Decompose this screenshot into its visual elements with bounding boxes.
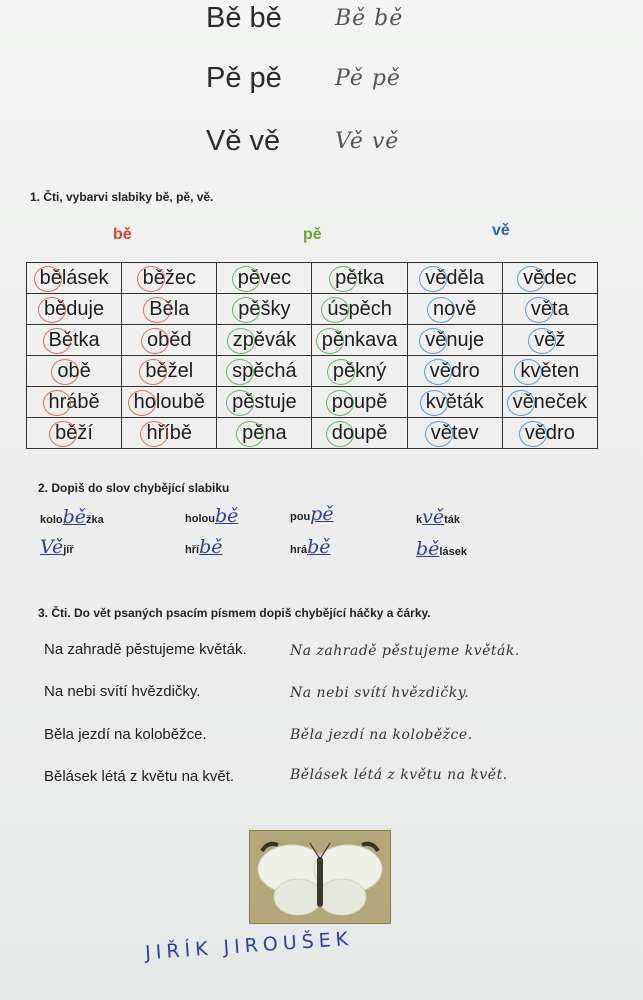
word-text: běžec: [143, 267, 196, 290]
word-text: pěkný: [333, 360, 386, 383]
sentence-script: Na nebi svítí hvězdičky.: [290, 685, 470, 701]
syllable-circle-mark: [327, 359, 355, 385]
fill-item: [416, 538, 467, 560]
word-text: hříbě: [146, 422, 192, 445]
fill-before: k: [416, 514, 423, 526]
word-text: Běla: [149, 298, 189, 321]
syllable-print: Vě vě: [206, 125, 281, 157]
syllable-circle-mark: [226, 359, 254, 385]
word-text: hrábě: [49, 391, 100, 414]
task1-heading: 1. Čti, vybarvi slabiky bě, pě, vě.: [30, 190, 214, 204]
word-text: pěna: [242, 422, 287, 445]
fill-item: [416, 506, 460, 528]
word-cell: [407, 325, 502, 356]
word-text: vědro: [430, 360, 480, 383]
word-cell: [312, 294, 407, 325]
syllable-circle-mark: [227, 328, 255, 354]
syllable-circle-mark: [514, 359, 542, 385]
word-cell: [122, 263, 217, 294]
word-text: věta: [531, 298, 569, 321]
syllable-circle-mark: [427, 297, 455, 323]
syllable-circle-mark: [51, 359, 79, 385]
table-row: [27, 418, 598, 449]
student-signature: JIŘÍK JIROUŠEK: [144, 927, 354, 965]
fill-answer: Vě: [40, 536, 64, 558]
word-cell: [122, 418, 217, 449]
fill-before: hří: [185, 544, 200, 556]
word-text: holoubě: [134, 391, 205, 414]
fill-answer: bě: [199, 536, 223, 558]
word-cell: [122, 325, 217, 356]
butterfly-icon: [250, 831, 390, 923]
word-cell: [217, 418, 312, 449]
word-text: věž: [534, 329, 565, 352]
word-cell: [502, 325, 597, 356]
word-text: vědro: [525, 422, 575, 445]
word-text: úspěch: [327, 298, 392, 321]
syllable-circle-mark: [128, 390, 156, 416]
syllable-circle-mark: [236, 421, 264, 447]
legend-ve: vě: [492, 222, 510, 239]
table-row: [27, 294, 598, 325]
word-text: nově: [433, 298, 476, 321]
fill-answer: bě: [62, 506, 87, 528]
word-text: pěvec: [238, 267, 291, 290]
word-text: květák: [426, 391, 484, 414]
fill-after: jíř: [63, 544, 74, 556]
fill-item: [185, 505, 238, 527]
word-cell: [407, 356, 502, 387]
fill-item: [290, 503, 334, 525]
word-cell: [312, 418, 407, 449]
word-cell: [27, 263, 122, 294]
word-text: oběd: [147, 329, 192, 352]
syllable-circle-mark: [139, 359, 167, 385]
word-cell: [407, 387, 502, 418]
syllable-circle-mark: [326, 390, 354, 416]
word-text: běží: [55, 422, 93, 445]
word-cell: [122, 387, 217, 418]
fill-before: holou: [185, 513, 215, 525]
syllable-circle-mark: [38, 297, 66, 323]
syllable-circle-mark: [425, 421, 453, 447]
syllable-circle-mark: [528, 328, 556, 354]
syllable-circle-mark: [232, 266, 260, 292]
fill-before: pou: [290, 511, 311, 523]
sentence-script: Bělásek létá z květu na květ.: [290, 767, 508, 783]
word-text: květen: [520, 360, 579, 383]
word-text: běžel: [145, 360, 193, 383]
task2-heading: 2. Dopiš do slov chybějící slabiku: [38, 481, 230, 495]
syllable-circle-mark: [424, 359, 452, 385]
syllable-circle-mark: [143, 297, 171, 323]
word-cell: [312, 325, 407, 356]
word-cell: [27, 418, 122, 449]
sentence-print: Na nebi svítí hvězdičky.: [44, 683, 201, 700]
fill-item: [40, 506, 104, 528]
syllable-circle-mark: [137, 266, 165, 292]
syllable-circle-mark: [420, 390, 448, 416]
word-text: vědec: [523, 267, 576, 290]
syllable-script: Pě pě: [335, 66, 401, 91]
syllable-circle-mark: [329, 266, 357, 292]
syllable-circle-mark: [419, 266, 447, 292]
fill-answer: bě: [214, 505, 239, 527]
word-cell: [122, 294, 217, 325]
word-text: pětka: [335, 267, 384, 290]
table-row: [27, 263, 598, 294]
fill-answer: bě: [307, 536, 331, 558]
fill-after: žka: [86, 514, 104, 526]
word-cell: [217, 325, 312, 356]
word-cell: [217, 356, 312, 387]
word-text: pěšky: [238, 298, 290, 321]
syllable-print: Bě bě: [206, 2, 282, 34]
word-text: věděla: [425, 267, 484, 290]
word-text: věnuje: [425, 329, 484, 352]
sentence-print: Bělásek létá z květu na květ.: [44, 768, 235, 785]
table-row: [27, 356, 598, 387]
word-cell: [502, 418, 597, 449]
syllable-print: Pě pě: [206, 62, 282, 94]
sentence-script: Běla jezdí na koloběžce.: [290, 727, 473, 743]
word-cell: [407, 294, 502, 325]
word-cell: [312, 356, 407, 387]
table-row: [27, 387, 598, 418]
word-text: doupě: [332, 422, 388, 445]
word-cell: [27, 356, 122, 387]
syllable-row-ve: [0, 125, 643, 165]
word-cell: [122, 356, 217, 387]
syllable-word-table: [26, 262, 598, 449]
word-cell: [502, 263, 597, 294]
fill-before: kolo: [40, 514, 63, 526]
fill-answer: pě: [310, 503, 334, 525]
fill-after: lásek: [439, 546, 467, 558]
word-text: pěstuje: [232, 391, 297, 414]
syllable-circle-mark: [419, 328, 447, 354]
syllable-circle-mark: [49, 421, 77, 447]
syllable-script: Bě bě: [335, 6, 404, 31]
word-cell: [502, 387, 597, 418]
word-text: věneček: [513, 391, 588, 414]
fill-answer: vě: [422, 506, 445, 528]
legend-be: bě: [113, 226, 132, 243]
word-cell: [27, 387, 122, 418]
syllable-circle-mark: [43, 328, 71, 354]
word-cell: [27, 325, 122, 356]
syllable-row-pe: [0, 62, 643, 102]
word-text: Bětka: [49, 329, 100, 352]
word-text: větev: [431, 422, 479, 445]
word-cell: [312, 387, 407, 418]
syllable-row-be: [0, 2, 643, 42]
butterfly-photo: [249, 830, 391, 924]
syllable-circle-mark: [226, 390, 254, 416]
syllable-circle-mark: [507, 390, 535, 416]
fill-after: ták: [444, 514, 461, 526]
word-text: bělásek: [40, 267, 109, 290]
syllable-circle-mark: [519, 421, 547, 447]
word-cell: [217, 263, 312, 294]
syllable-circle-mark: [316, 328, 344, 354]
table-row: [27, 325, 598, 356]
syllable-circle-mark: [517, 266, 545, 292]
sentence-print: Na zahradě pěstujeme květák.: [44, 641, 247, 658]
syllable-circle-mark: [43, 390, 71, 416]
fill-item: [185, 536, 222, 558]
word-cell: [217, 294, 312, 325]
word-cell: [217, 387, 312, 418]
legend-pe: pě: [303, 226, 322, 243]
word-text: spěchá: [232, 360, 297, 383]
task3-heading: 3. Čti. Do vět psaných psacím písmem dopiš chybějící háčky a čárky.: [38, 606, 431, 620]
word-cell: [407, 418, 502, 449]
syllable-circle-mark: [232, 297, 260, 323]
word-text: běduje: [44, 298, 104, 321]
word-text: obě: [57, 360, 90, 383]
syllable-circle-mark: [141, 328, 169, 354]
fill-item: [290, 536, 331, 558]
fill-item: [40, 536, 74, 558]
word-text: pěnkava: [322, 329, 398, 352]
word-cell: [502, 356, 597, 387]
sentence-script: Na zahradě pěstujeme květák.: [290, 643, 520, 659]
word-cell: [312, 263, 407, 294]
word-text: zpěvák: [233, 329, 296, 352]
syllable-circle-mark: [525, 297, 553, 323]
word-cell: [27, 294, 122, 325]
sentence-print: Běla jezdí na koloběžce.: [44, 726, 207, 743]
fill-before: hrá: [290, 544, 308, 556]
syllable-circle-mark: [34, 266, 62, 292]
word-cell: [502, 294, 597, 325]
syllable-circle-mark: [321, 297, 349, 323]
fill-answer: bě: [416, 538, 440, 560]
syllable-circle-mark: [326, 421, 354, 447]
syllable-script: Vě vě: [335, 129, 400, 154]
syllable-circle-mark: [140, 421, 168, 447]
word-cell: [407, 263, 502, 294]
word-text: poupě: [332, 391, 388, 414]
